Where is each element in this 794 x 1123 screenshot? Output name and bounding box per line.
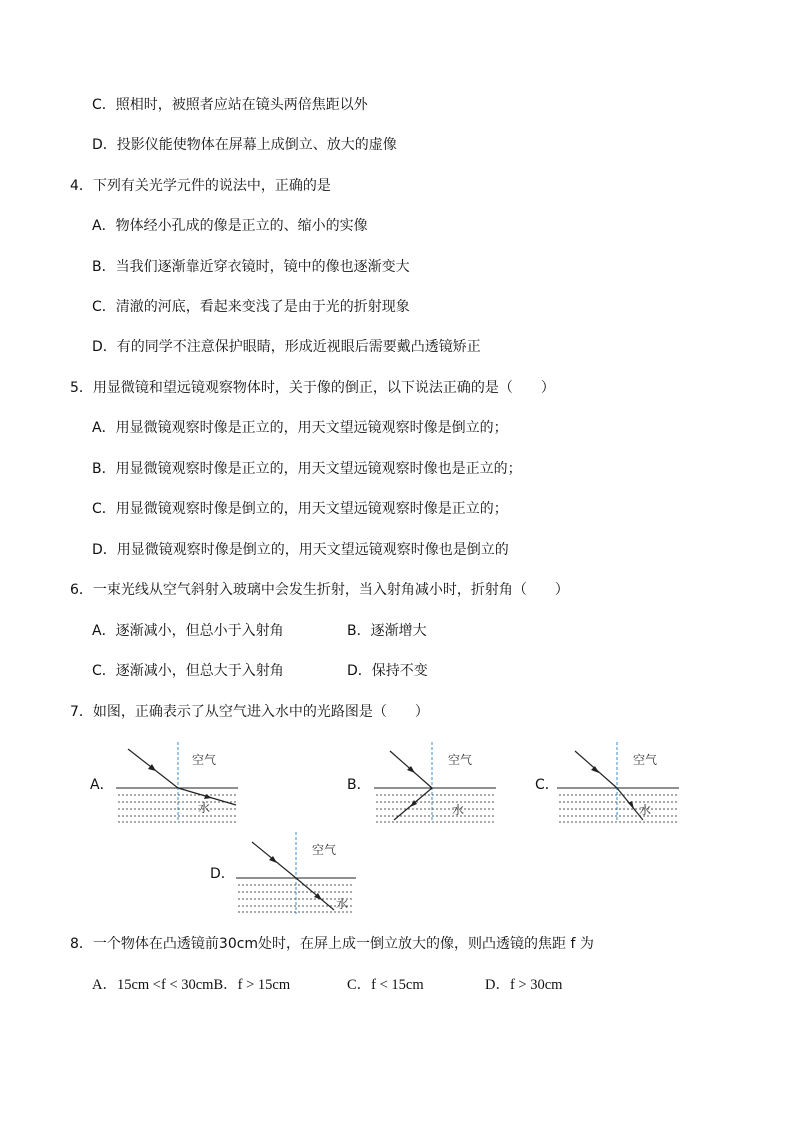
diagram-b: [370, 738, 500, 826]
diagram-d: [232, 830, 362, 918]
option-8c: C．f < 15cm: [347, 977, 424, 993]
option-3c: C．照相时，被照者应站在镜头两倍焦距以外: [92, 97, 368, 113]
water-pattern: [118, 795, 236, 822]
diagram-d-label: D．: [210, 866, 235, 882]
arrow-icon: [591, 766, 599, 773]
option-4a: A．物体经小孔成的像是正立的、缩小的实像: [92, 218, 368, 234]
air-label: 空气: [312, 843, 337, 857]
water-pattern: [376, 795, 494, 822]
water-label: 水: [336, 897, 349, 911]
question-7: 7．如图，正确表示了从空气进入水中的光路图是（ ）: [70, 704, 429, 720]
option-5c: C．用显微镜观察时像是倒立的，用天文望远镜观察时像是正立的；: [92, 501, 508, 517]
option-6c: C．逐渐减小，但总大于入射角: [92, 663, 284, 679]
option-4d: D．有的同学不注意保护眼睛，形成近视眼后需要戴凸透镜矫正: [92, 339, 481, 355]
option-6b: B．逐渐增大: [347, 623, 427, 639]
air-label: 空气: [448, 753, 473, 767]
diagram-a: [112, 738, 242, 826]
diagram-b-label: B．: [347, 777, 371, 793]
option-6a: A．逐渐减小，但总小于入射角: [92, 623, 284, 639]
diagram-c-label: C．: [535, 777, 559, 793]
option-8ab: A．15cm <f < 30cmB．f > 15cm: [92, 977, 291, 993]
water-pattern: [559, 795, 677, 822]
question-4: 4．下列有关光学元件的说法中，正确的是: [70, 178, 331, 194]
option-4b: B．当我们逐渐靠近穿衣镜时，镜中的像也逐渐变大: [92, 259, 410, 275]
question-6: 6．一束光线从空气斜射入玻璃中会发生折射，当入射角减小时，折射角（ ）: [70, 582, 569, 598]
water-label: 水: [452, 803, 465, 817]
question-5: 5．用显微镜和望远镜观察物体时，关于像的倒正，以下说法正确的是（ ）: [70, 380, 555, 396]
question-8: 8．一个物体在凸透镜前30cm处时，在屏上成一倒立放大的像，则凸透镜的焦距 f 为: [70, 936, 594, 952]
diagram-c: [553, 738, 683, 826]
option-6d: D．保持不变: [347, 663, 428, 679]
option-5b: B．用显微镜观察时像是正立的，用天文望远镜观察时像也是正立的；: [92, 461, 522, 477]
option-8d: D．f > 30cm: [485, 977, 563, 993]
option-3d: D．投影仪能使物体在屏幕上成倒立、放大的虚像: [92, 137, 397, 153]
refracted-ray: [296, 878, 334, 910]
air-label: 空气: [633, 753, 658, 767]
water-label: 水: [198, 801, 211, 815]
diagram-a-label: A．: [90, 777, 114, 793]
option-4c: C．清澈的河底，看起来变浅了是由于光的折射现象: [92, 299, 410, 315]
water-label: 水: [639, 803, 652, 817]
air-label: 空气: [192, 753, 217, 767]
option-5a: A．用显微镜观察时像是正立的，用天文望远镜观察时像是倒立的；: [92, 420, 508, 436]
option-5d: D．用显微镜观察时像是倒立的，用天文望远镜观察时像也是倒立的: [92, 542, 509, 558]
